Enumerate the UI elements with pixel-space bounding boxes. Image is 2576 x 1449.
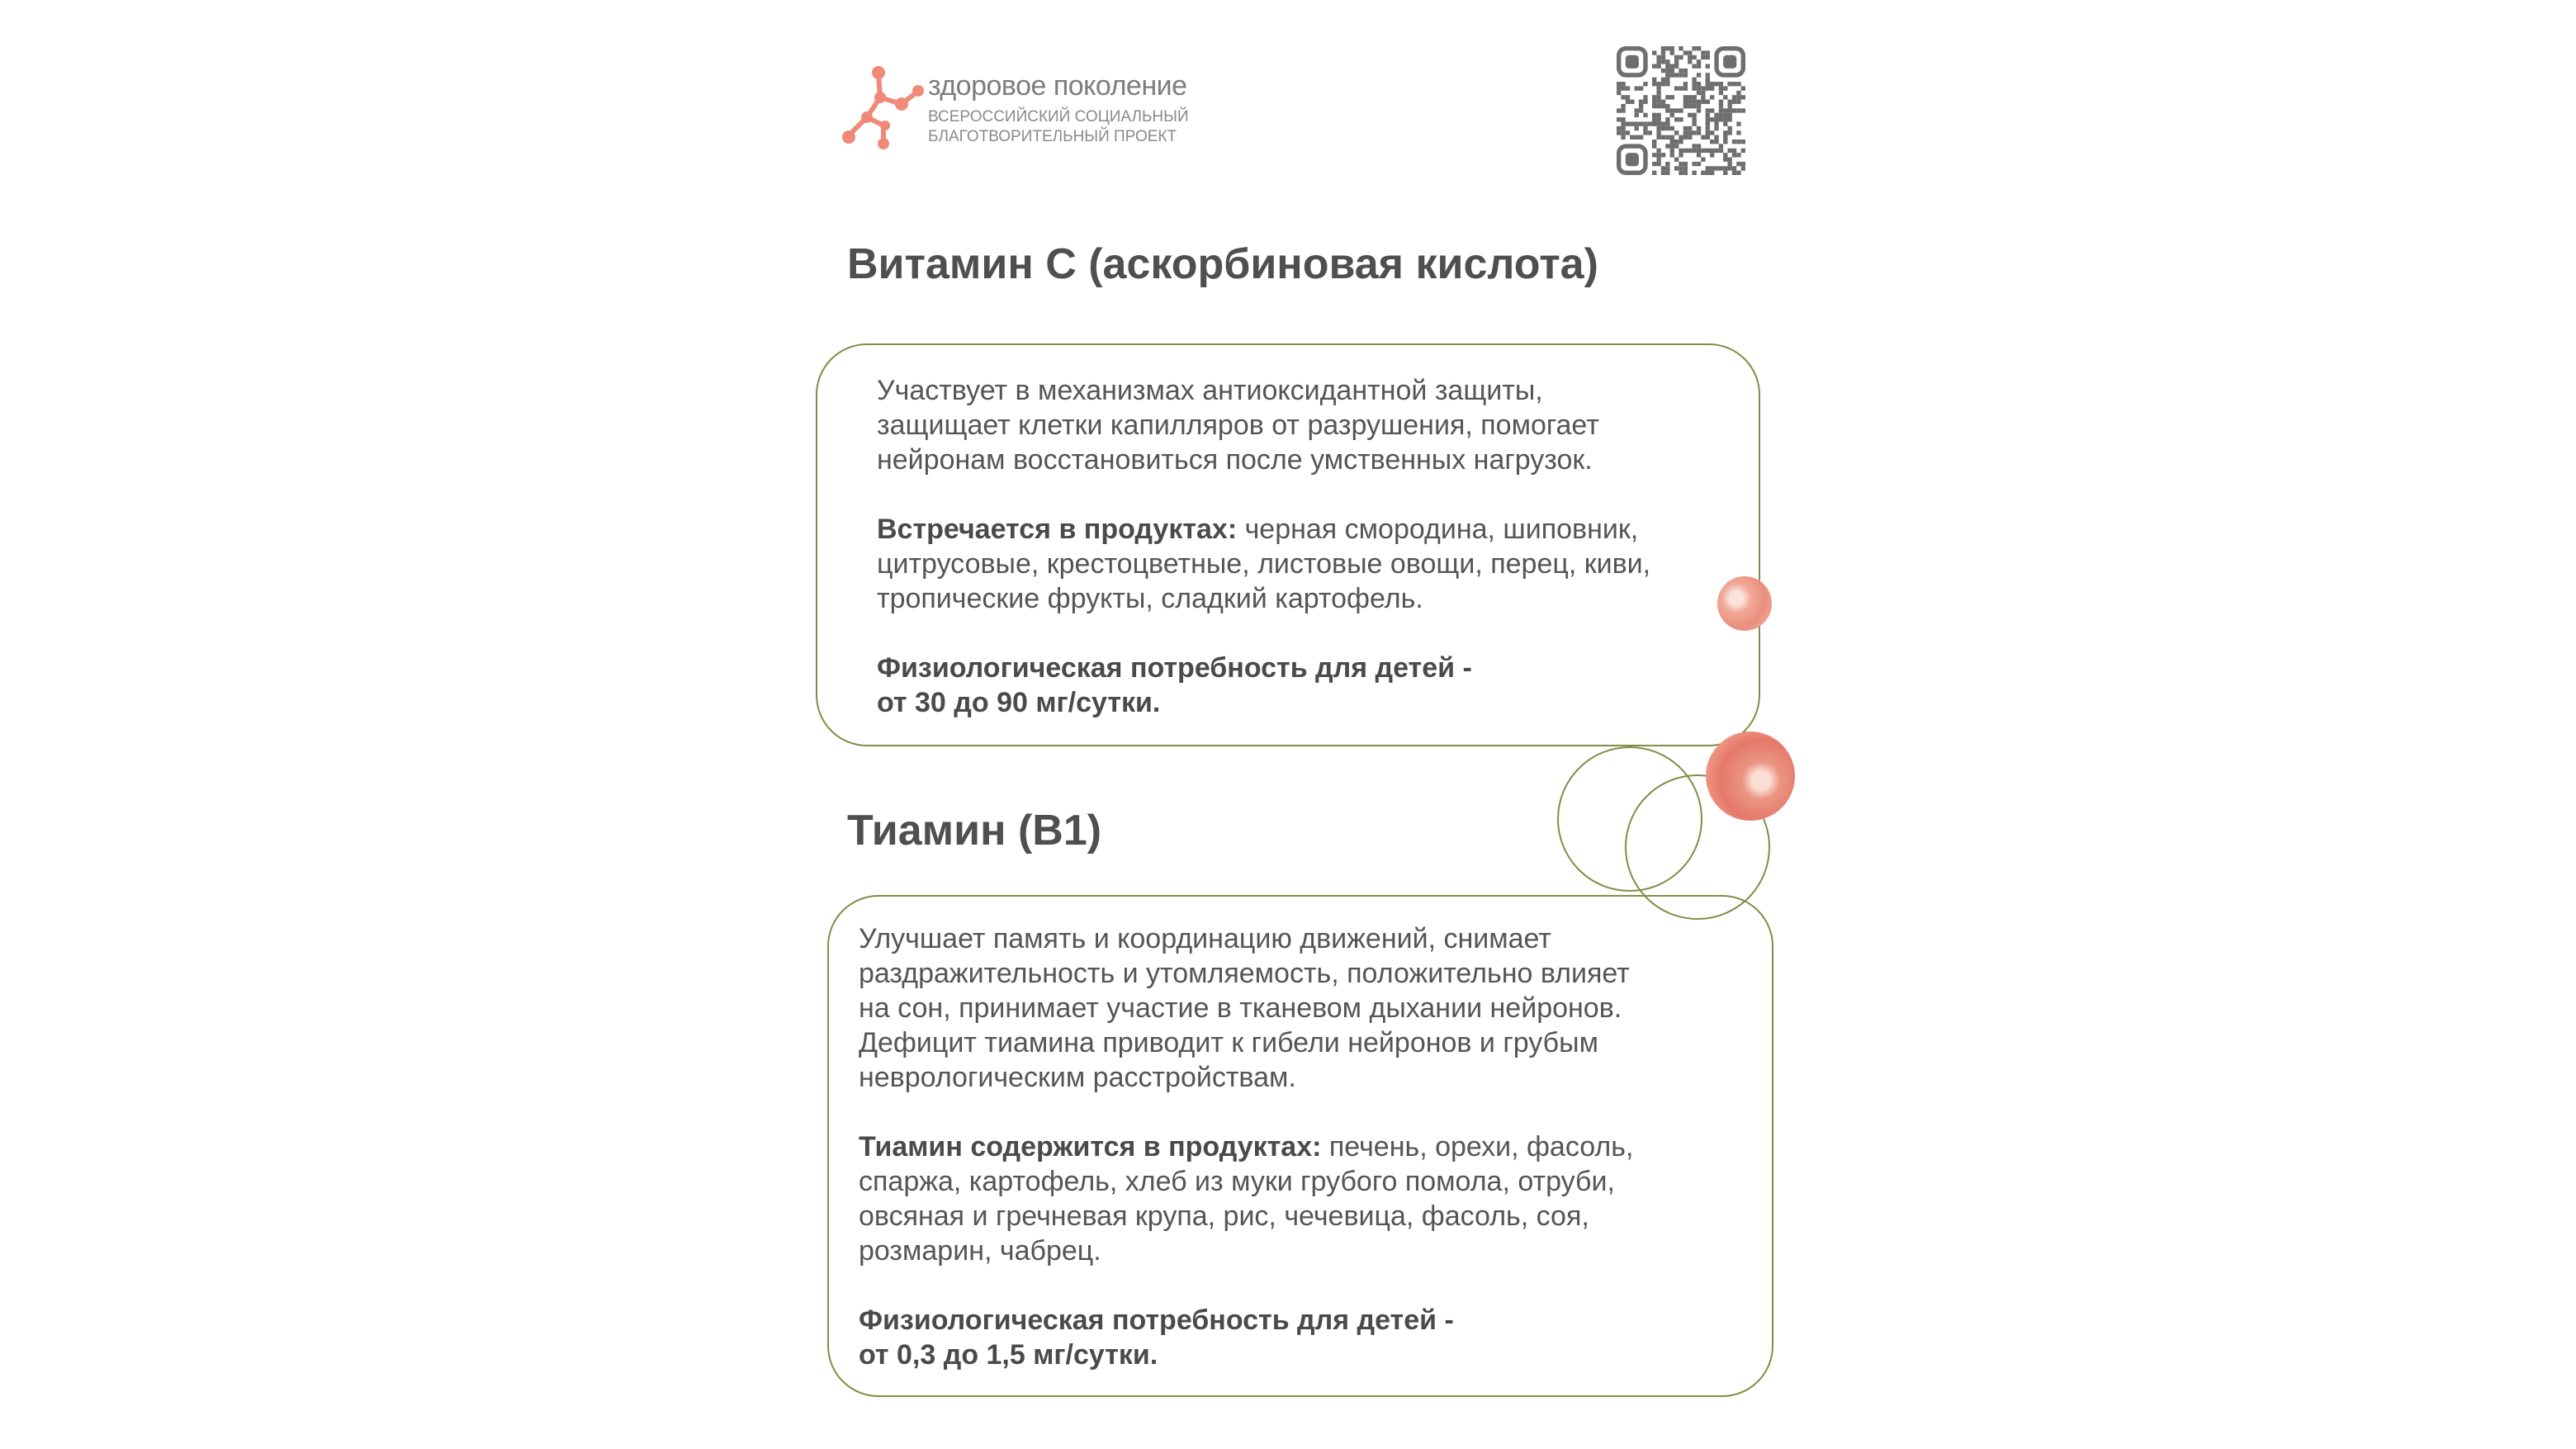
text-line: овсяная и гречневая крупа, рис, чечевица, фасоль, соя, <box>859 1200 1589 1232</box>
text-line: неврологическим расстройствам. <box>859 1062 1296 1093</box>
text-line: черная смородина, шиповник, <box>1237 514 1639 545</box>
text-line: цитрусовые, крестоцветные, листовые овощи, перец, киви, <box>877 548 1651 580</box>
molecule-icon <box>842 64 925 150</box>
text-line: Физиологическая потребность для детей - <box>877 652 1472 684</box>
logo-subtitle <box>928 107 1258 147</box>
text-line: защищает клетки капилляров от разрушения, помогает <box>877 410 1599 441</box>
vitamin-c-description <box>877 373 1650 477</box>
text-line: раздражительность и утомляемость, положительно влияет <box>859 958 1630 989</box>
text-line: Дефицит тиамина приводит к гибели нейронов и грубым <box>859 1027 1598 1058</box>
thiamine-sources <box>859 1129 1633 1268</box>
text-line: на сон, принимает участие в тканевом дыхании нейронов. <box>859 992 1622 1024</box>
text-line: от 0,3 до 1,5 мг/сутки. <box>859 1339 1158 1371</box>
thiamine-description <box>859 921 1633 1095</box>
vitamin-c-sources-label: Встречается в продуктах: <box>877 514 1238 545</box>
thiamine-need <box>859 1303 1633 1372</box>
decorative-cell-icon <box>1717 576 1772 631</box>
qr-code-icon <box>1617 46 1745 175</box>
text-line: тропические фрукты, сладкий картофель. <box>877 583 1423 614</box>
vitamin-c-need <box>877 651 1650 720</box>
thiamine-sources-label: Тиамин содержится в продуктах: <box>859 1131 1322 1163</box>
vitamin-c-title: Витамин С (аскорбиновая кислота) <box>847 240 1598 288</box>
logo-text <box>928 69 1258 147</box>
thiamine-title: Тиамин (В1) <box>847 807 1102 855</box>
logo-subtitle-line-2: БЛАГОТВОРИТЕЛЬНЫЙ ПРОЕКТ <box>928 128 1177 145</box>
logo-name: здоровое поколение <box>928 70 1187 102</box>
thiamine-content <box>859 921 1633 1372</box>
text-line: спаржа, картофель, хлеб из муки грубого помола, отруби, <box>859 1166 1615 1197</box>
vitamin-c-content <box>877 373 1650 720</box>
logo-subtitle-line-1: ВСЕРОССИЙСКИЙ СОЦИАЛЬНЫЙ <box>928 108 1189 125</box>
text-line: розмарин, чабрец. <box>859 1235 1101 1267</box>
text-line: нейронам восстановиться после умственных нагрузок. <box>877 444 1593 476</box>
text-line: Участвует в механизмах антиоксидантной защиты, <box>877 375 1543 406</box>
text-line: печень, орехи, фасоль, <box>1321 1131 1634 1163</box>
decorative-cell-icon <box>1706 732 1795 821</box>
text-line: Физиологическая потребность для детей - <box>859 1305 1454 1336</box>
text-line: Улучшает память и координацию движений, снимает <box>859 923 1551 954</box>
text-line: от 30 до 90 мг/сутки. <box>877 687 1161 718</box>
vitamin-c-sources <box>877 512 1650 616</box>
